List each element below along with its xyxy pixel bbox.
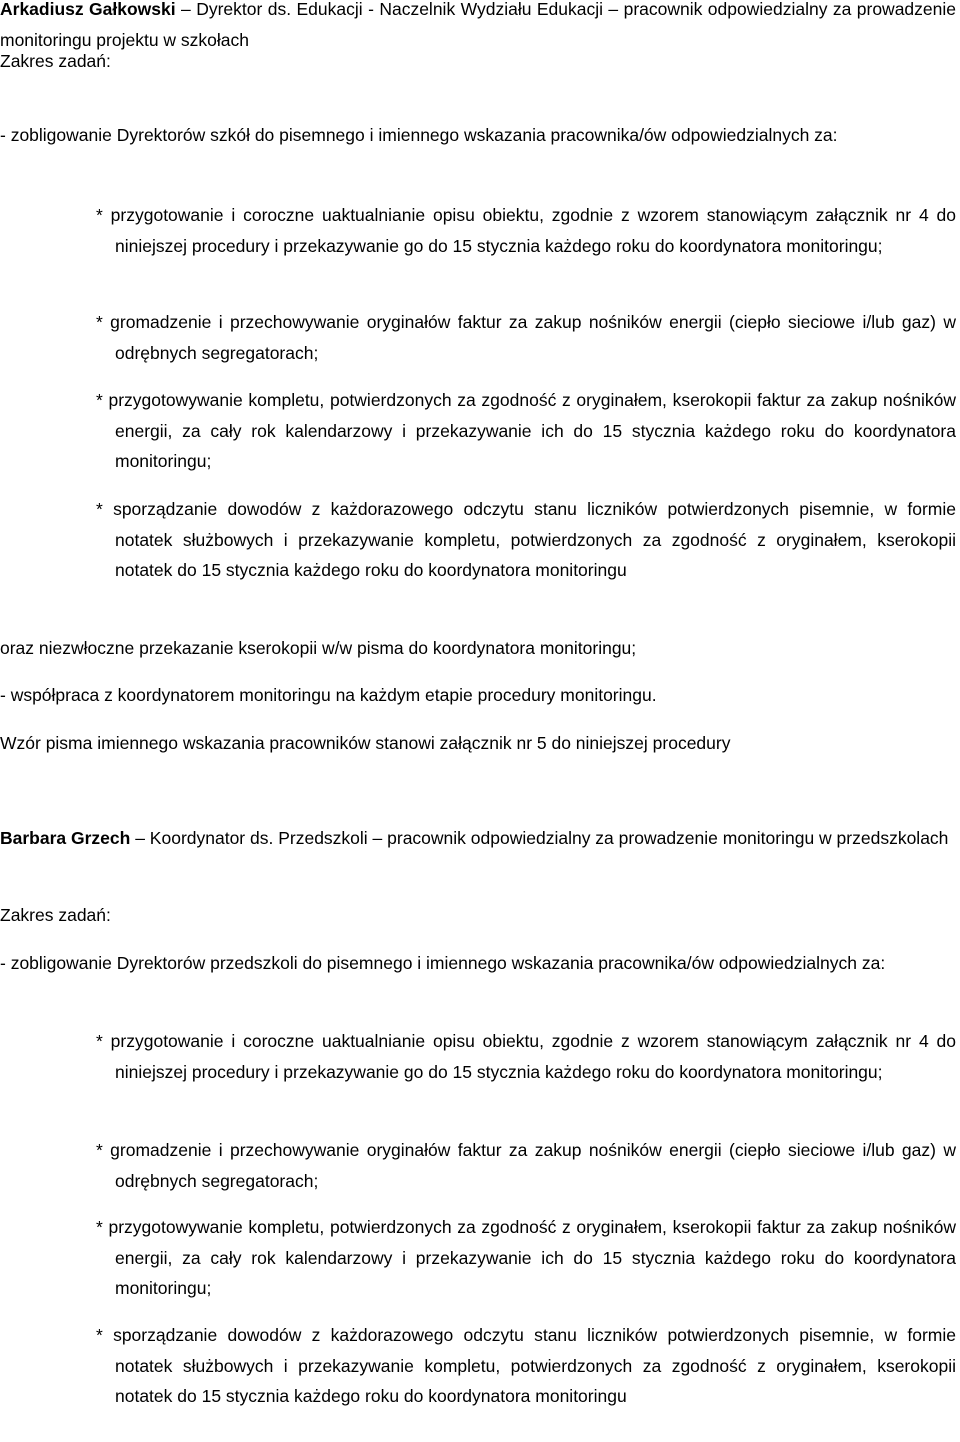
section2-item-2: * gromadzenie i przechowywanie oryginałów faktur za zakup nośników energii (ciepło sieciowe i/lub gaz) w odrębnych segregatorach; xyxy=(96,1140,956,1191)
section1-scope-label: Zakres zadań: xyxy=(0,51,111,71)
section2-scope-label: Zakres zadań: xyxy=(0,905,111,925)
section1-name: Arkadiusz Gałkowski xyxy=(0,0,176,19)
section2-heading xyxy=(0,823,956,854)
section2-title: – Koordynator ds. Przedszkoli – pracownik odpowiedzialny za prowadzenie monitoringu w przedszkolach xyxy=(130,828,949,848)
section2-obligation: - zobligowanie Dyrektorów przedszkoli do pisemnego i imiennego wskazania pracownika/ów odpowiedzialnych za: xyxy=(0,953,886,973)
section1-closing-1: oraz niezwłoczne przekazanie kserokopii w/w pisma do koordynatora monitoringu; xyxy=(0,638,637,658)
section1-closing-3: Wzór pisma imiennego wskazania pracowników stanowi załącznik nr 5 do niniejszej procedury xyxy=(0,733,731,753)
section2-item-3: * przygotowywanie kompletu, potwierdzonych za zgodność z oryginałem, kserokopii faktur za zakup nośników energii, za cały rok kalendarzowy i przekazywanie ich do 15 stycznia każdego roku do koordynatora monitoringu; xyxy=(96,1217,956,1298)
section1-item-4: * sporządzanie dowodów z każdorazowego odczytu stanu liczników potwierdzonych pisemnie, w formie notatek służbowych i przekazywanie kompletu, potwierdzonych za zgodność z oryginałem, kserokopii notatek do 15 stycznia każdego roku do koordynatora monitoringu xyxy=(96,499,956,580)
section1-item-2: * gromadzenie i przechowywanie oryginałów faktur za zakup nośników energii (ciepło sieciowe i/lub gaz) w odrębnych segregatorach; xyxy=(96,312,956,363)
section1-closing-2: - współpraca z koordynatorem monitoringu na każdym etapie procedury monitoringu. xyxy=(0,685,657,705)
section1-obligation: - zobligowanie Dyrektorów szkół do pisemnego i imiennego wskazania pracownika/ów odpowiedzialnych za: xyxy=(0,125,838,145)
section2-item-1: * przygotowanie i coroczne uaktualnianie opisu obiektu, zgodnie z wzorem stanowiącym załącznik nr 4 do niniejszej procedury i przekazywanie go do 15 stycznia każdego roku do koordynatora monitoringu; xyxy=(96,1031,956,1082)
section1-item-3: * przygotowywanie kompletu, potwierdzonych za zgodność z oryginałem, kserokopii faktur za zakup nośników energii, za cały rok kalendarzowy i przekazywanie ich do 15 stycznia każdego roku do koordynatora monitoringu; xyxy=(96,390,956,471)
section2-name: Barbara Grzech xyxy=(0,828,131,848)
section1-title: – Dyrektor ds. Edukacji - Naczelnik Wydziału Edukacji – pracownik odpowiedzialny za prowadzenie monitoringu projektu w szkołach xyxy=(0,0,956,50)
section2-item-4: * sporządzanie dowodów z każdorazowego odczytu stanu liczników potwierdzonych pisemnie, w formie notatek służbowych i przekazywanie kompletu, potwierdzonych za zgodność z oryginałem, kserokopii notatek do 15 stycznia każdego roku do koordynatora monitoringu xyxy=(96,1325,956,1406)
section1-item-1: * przygotowanie i coroczne uaktualnianie opisu obiektu, zgodnie z wzorem stanowiącym załącznik nr 4 do niniejszej procedury i przekazywanie go do 15 stycznia każdego roku do koordynatora monitoringu; xyxy=(96,205,956,256)
